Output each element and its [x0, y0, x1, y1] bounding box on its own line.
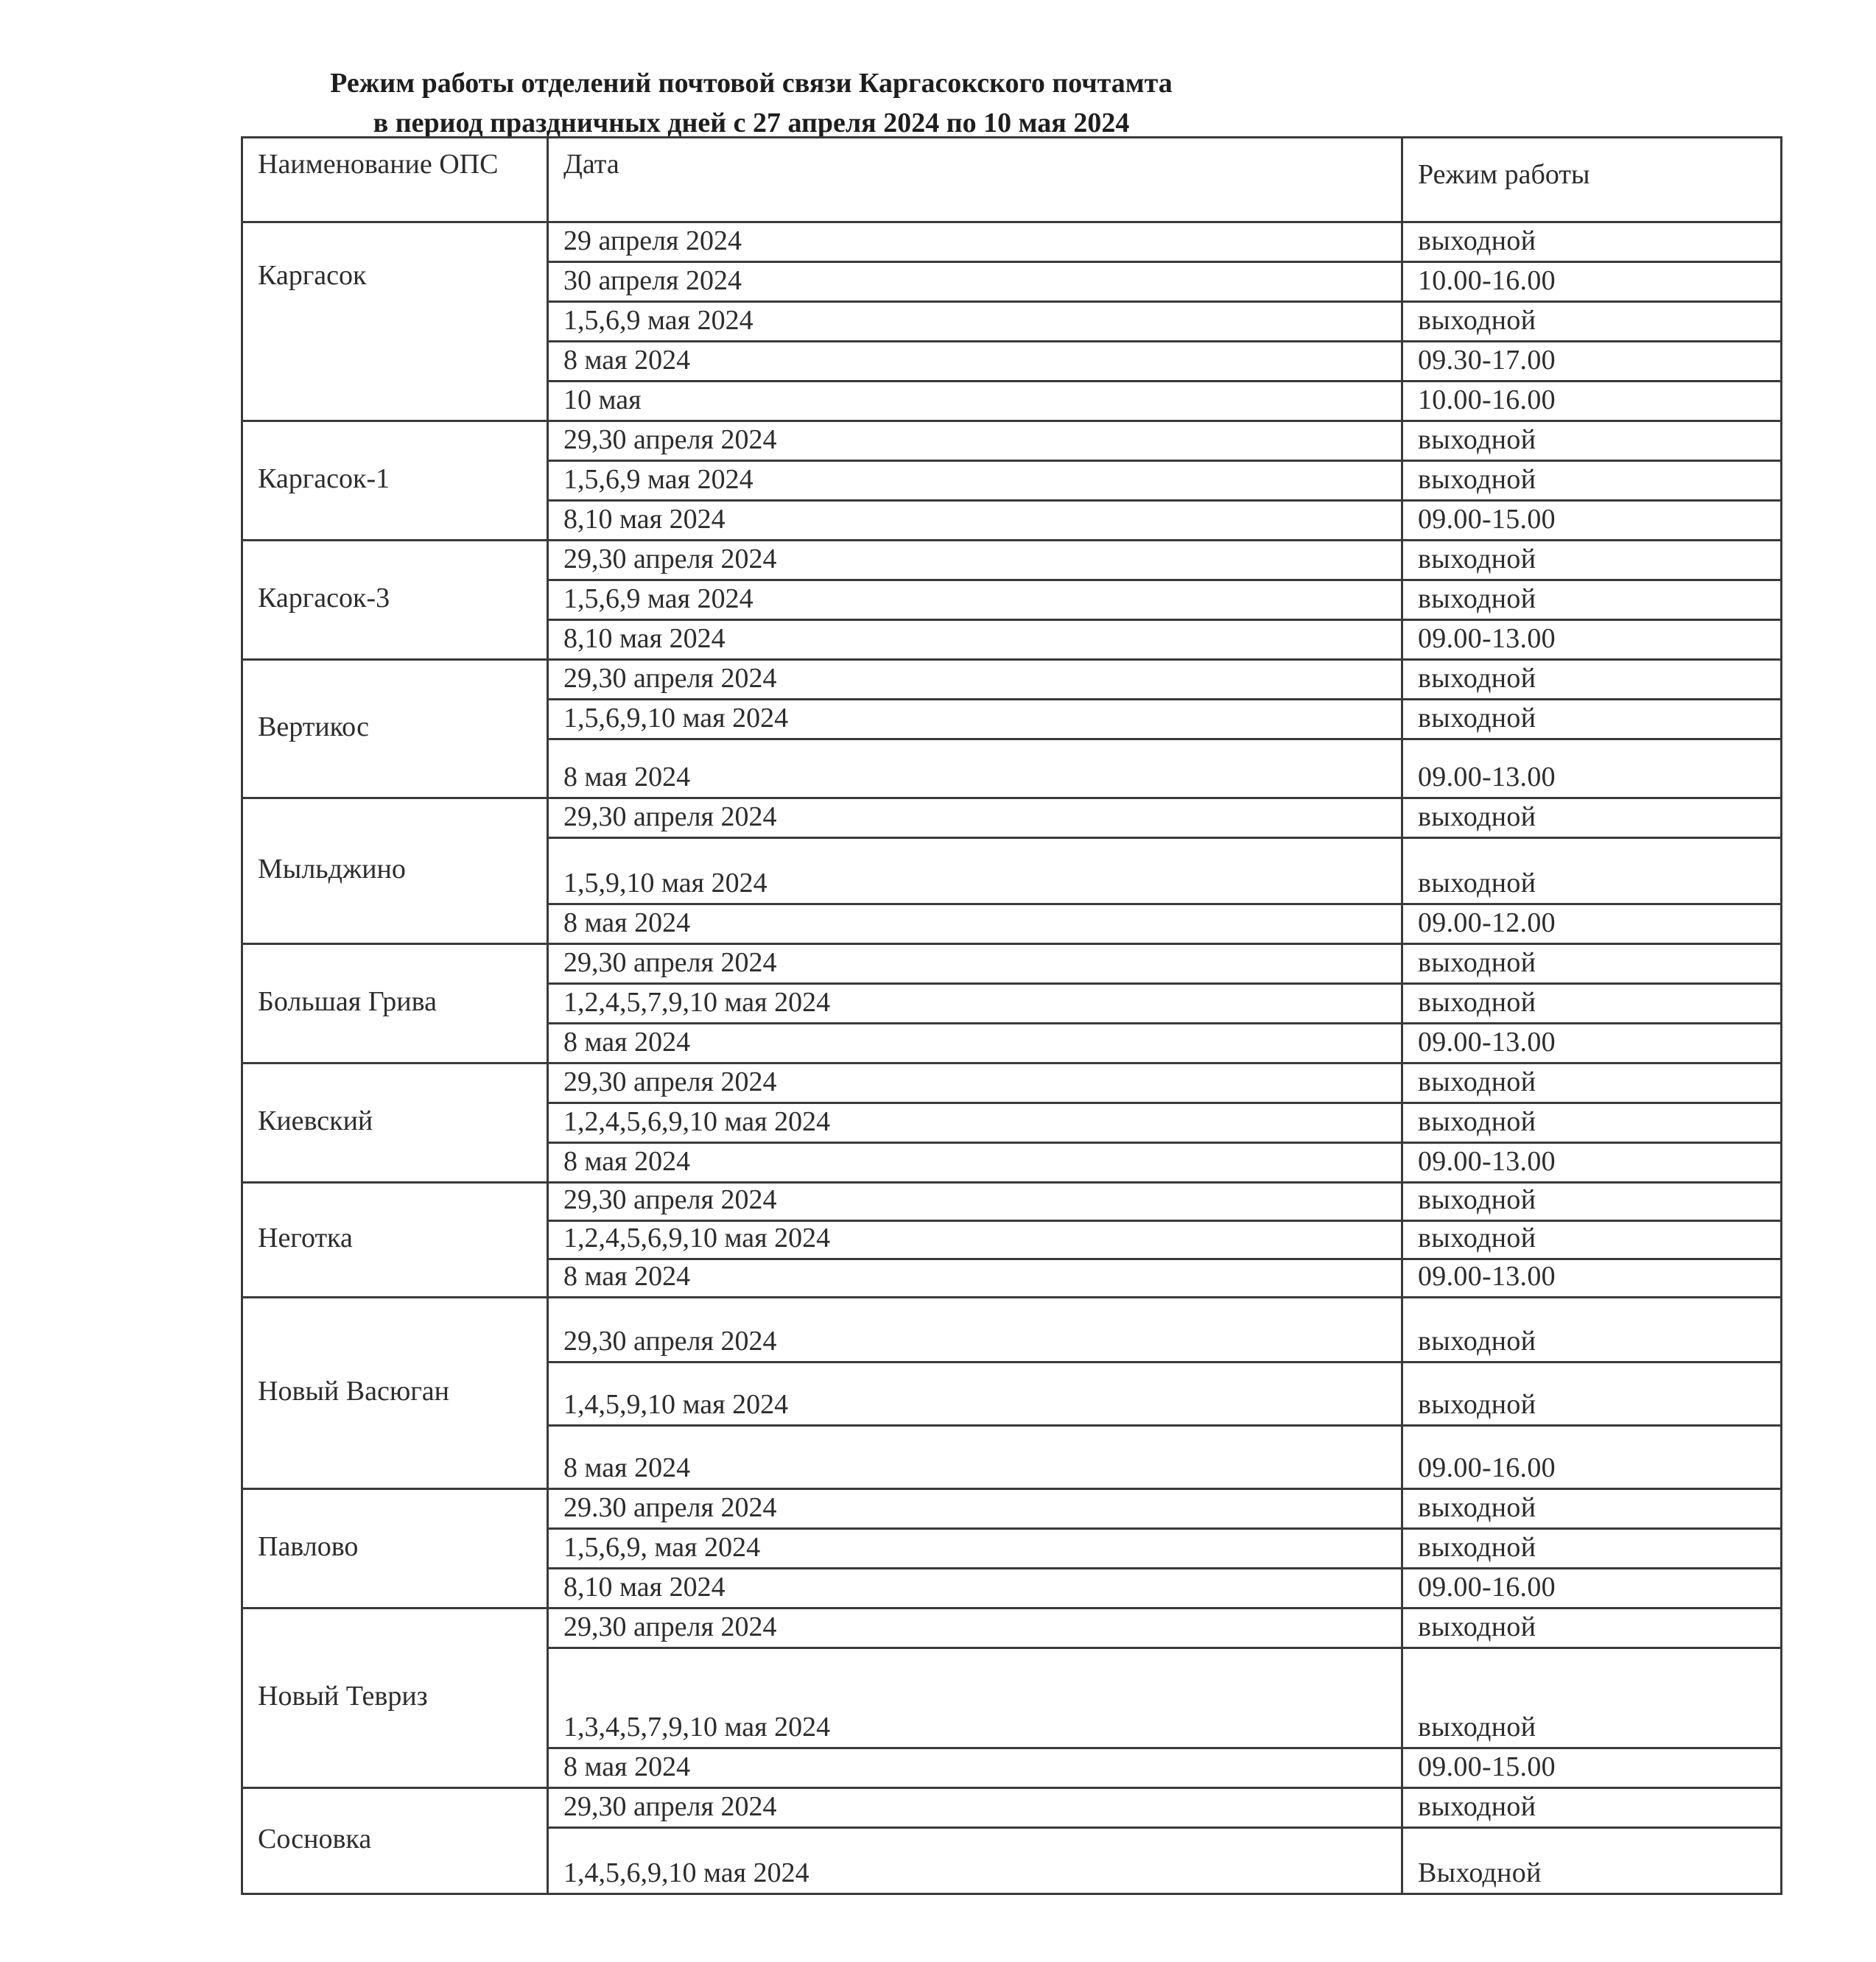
- office-name: Киевский: [242, 1063, 548, 1183]
- date-cell: 8,10 мая 2024: [548, 1569, 1402, 1608]
- page-title: Режим работы отделений почтовой связи Каргасокского почтамта: [330, 68, 1173, 99]
- mode-cell: 10.00-16.00: [1402, 382, 1782, 421]
- date-cell: 10 мая: [548, 382, 1402, 421]
- office-name: Каргасок-3: [242, 541, 548, 660]
- mode-cell: выходной: [1402, 798, 1782, 838]
- date-cell: 29,30 апреля 2024: [548, 1298, 1402, 1362]
- schedule-table: [241, 136, 1782, 1895]
- date-cell: 29,30 апреля 2024: [548, 944, 1402, 984]
- date-cell: 29,30 апреля 2024: [548, 421, 1402, 461]
- date-cell: 1,3,4,5,7,9,10 мая 2024: [548, 1648, 1402, 1748]
- office-name: Вертикос: [242, 660, 548, 798]
- mode-cell: выходной: [1402, 1298, 1782, 1362]
- mode-cell: выходной: [1402, 1103, 1782, 1143]
- mode-cell: выходной: [1402, 660, 1782, 700]
- date-cell: 8,10 мая 2024: [548, 501, 1402, 541]
- mode-cell: выходной: [1402, 1063, 1782, 1103]
- mode-cell: 09.00-13.00: [1402, 739, 1782, 798]
- page-subtitle: в период праздничных дней с 27 апреля 2024 по 10 мая 2024: [373, 108, 1130, 138]
- mode-cell: выходной: [1402, 1648, 1782, 1748]
- date-cell: 8 мая 2024: [548, 1748, 1402, 1788]
- mode-cell: выходной: [1402, 944, 1782, 984]
- mode-cell: выходной: [1402, 580, 1782, 620]
- office-name: Каргасок: [242, 222, 548, 421]
- date-cell: 30 апреля 2024: [548, 262, 1402, 302]
- date-cell: 29,30 апреля 2024: [548, 798, 1402, 838]
- table-row: [242, 222, 1782, 262]
- date-cell: 1,5,9,10 мая 2024: [548, 838, 1402, 904]
- mode-cell: выходной: [1402, 302, 1782, 342]
- table-row: [242, 1298, 1782, 1362]
- mode-cell: 09.00-16.00: [1402, 1569, 1782, 1608]
- date-cell: 1,5,6,9 мая 2024: [548, 461, 1402, 501]
- date-cell: 8 мая 2024: [548, 1024, 1402, 1063]
- date-cell: 8 мая 2024: [548, 1426, 1402, 1489]
- office-name: Неготка: [242, 1183, 548, 1298]
- table-row: [242, 1788, 1782, 1828]
- office-name: Каргасок-1: [242, 421, 548, 541]
- date-cell: 29,30 апреля 2024: [548, 1063, 1402, 1103]
- table-header-row: [242, 138, 1782, 222]
- table-row: [242, 421, 1782, 461]
- date-cell: 8 мая 2024: [548, 904, 1402, 944]
- table-row: [242, 944, 1782, 984]
- date-cell: 29,30 апреля 2024: [548, 541, 1402, 580]
- mode-cell: Выходной: [1402, 1828, 1782, 1894]
- header-name: Наименование ОПС: [242, 138, 548, 222]
- page-bottom-edge: [0, 1925, 1876, 1962]
- date-cell: 1,2,4,5,6,9,10 мая 2024: [548, 1221, 1402, 1259]
- mode-cell: выходной: [1402, 1183, 1782, 1221]
- mode-cell: 09.00-13.00: [1402, 1024, 1782, 1063]
- office-name: Павлово: [242, 1489, 548, 1608]
- date-cell: 1,5,6,9,10 мая 2024: [548, 700, 1402, 739]
- date-cell: 8 мая 2024: [548, 1259, 1402, 1298]
- date-cell: 8 мая 2024: [548, 739, 1402, 798]
- table-row: [242, 798, 1782, 838]
- mode-cell: 09.00-13.00: [1402, 620, 1782, 660]
- date-cell: 29 апреля 2024: [548, 222, 1402, 262]
- date-cell: 29,30 апреля 2024: [548, 1183, 1402, 1221]
- table-row: [242, 541, 1782, 580]
- mode-cell: 09.30-17.00: [1402, 342, 1782, 382]
- date-cell: 8 мая 2024: [548, 1143, 1402, 1183]
- mode-cell: выходной: [1402, 1489, 1782, 1529]
- header-mode: Режим работы: [1402, 138, 1782, 222]
- date-cell: 1,4,5,9,10 мая 2024: [548, 1362, 1402, 1426]
- mode-cell: выходной: [1402, 1529, 1782, 1569]
- office-name: Сосновка: [242, 1788, 548, 1894]
- table-row: [242, 1608, 1782, 1648]
- mode-cell: выходной: [1402, 421, 1782, 461]
- date-cell: 29.30 апреля 2024: [548, 1489, 1402, 1529]
- mode-cell: 10.00-16.00: [1402, 262, 1782, 302]
- mode-cell: 09.00-16.00: [1402, 1426, 1782, 1489]
- date-cell: 29,30 апреля 2024: [548, 1788, 1402, 1828]
- mode-cell: 09.00-15.00: [1402, 501, 1782, 541]
- mode-cell: выходной: [1402, 1362, 1782, 1426]
- date-cell: 1,5,6,9, мая 2024: [548, 1529, 1402, 1569]
- date-cell: 8 мая 2024: [548, 342, 1402, 382]
- office-name: Мыльджино: [242, 798, 548, 944]
- date-cell: 1,5,6,9 мая 2024: [548, 580, 1402, 620]
- mode-cell: 09.00-15.00: [1402, 1748, 1782, 1788]
- mode-cell: выходной: [1402, 1608, 1782, 1648]
- mode-cell: 09.00-13.00: [1402, 1259, 1782, 1298]
- mode-cell: выходной: [1402, 1788, 1782, 1828]
- mode-cell: выходной: [1402, 541, 1782, 580]
- table-row: [242, 660, 1782, 700]
- mode-cell: 09.00-12.00: [1402, 904, 1782, 944]
- office-name: Новый Васюган: [242, 1298, 548, 1489]
- table-row: [242, 1489, 1782, 1529]
- mode-cell: выходной: [1402, 700, 1782, 739]
- mode-cell: выходной: [1402, 984, 1782, 1024]
- date-cell: 1,4,5,6,9,10 мая 2024: [548, 1828, 1402, 1894]
- date-cell: 29,30 апреля 2024: [548, 1608, 1402, 1648]
- office-name: Большая Грива: [242, 944, 548, 1063]
- mode-cell: выходной: [1402, 222, 1782, 262]
- mode-cell: выходной: [1402, 1221, 1782, 1259]
- date-cell: 29,30 апреля 2024: [548, 660, 1402, 700]
- office-name: Новый Тевриз: [242, 1608, 548, 1788]
- table-row: [242, 1063, 1782, 1103]
- mode-cell: выходной: [1402, 461, 1782, 501]
- date-cell: 8,10 мая 2024: [548, 620, 1402, 660]
- date-cell: 1,5,6,9 мая 2024: [548, 302, 1402, 342]
- date-cell: 1,2,4,5,7,9,10 мая 2024: [548, 984, 1402, 1024]
- mode-cell: 09.00-13.00: [1402, 1143, 1782, 1183]
- table-row: [242, 1183, 1782, 1221]
- header-date: Дата: [548, 138, 1402, 222]
- mode-cell: выходной: [1402, 838, 1782, 904]
- date-cell: 1,2,4,5,6,9,10 мая 2024: [548, 1103, 1402, 1143]
